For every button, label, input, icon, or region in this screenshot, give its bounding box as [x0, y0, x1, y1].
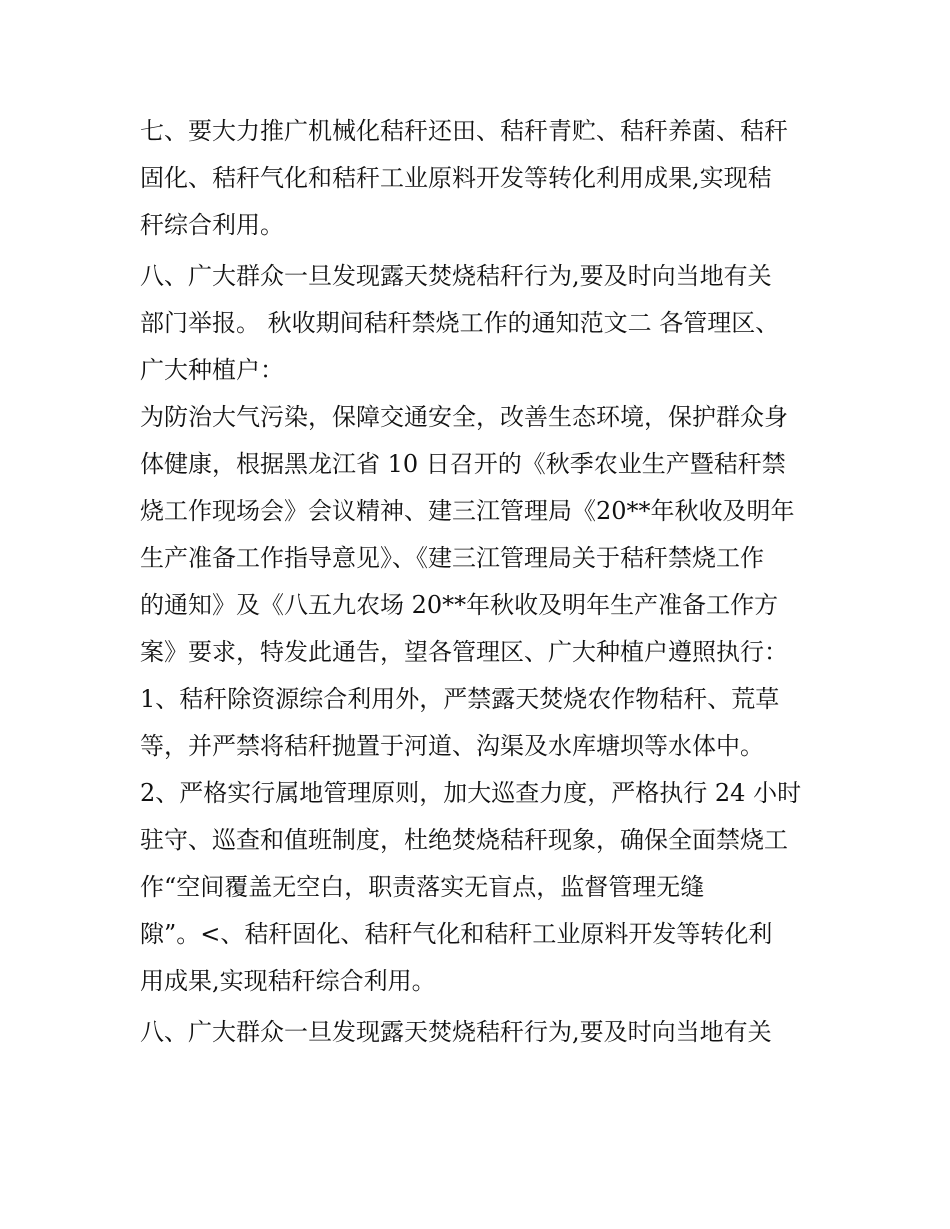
text-line: 2、严格实行属地管理原则，加大巡查力度，严格执行 24 小时 — [140, 779, 802, 807]
document-body — [140, 108, 820, 1056]
text-line: 案》要求，特发此通告，望各管理区、广大种植户遵照执行： — [140, 638, 788, 666]
text-line: 隙”。<、秸秆固化、秸秆气化和秸秆工业原料开发等转化利 — [140, 920, 773, 948]
text-line: 秆综合利用。 — [140, 211, 284, 239]
text-line: 固化、秸秆气化和秸秆工业原料开发等转化利用成果,实现秸 — [140, 164, 772, 192]
text-line: 作“空间覆盖无空白，职责落实无盲点，监督管理无缝 — [140, 873, 705, 901]
text-line: 驻守、巡查和值班制度，杜绝焚烧秸秆现象，确保全面禁烧工 — [140, 826, 788, 854]
text-line: 生产准备工作指导意见》、《建三江管理局关于秸秆禁烧工作 — [140, 544, 764, 572]
text-line: 广大种植户： — [140, 356, 284, 384]
text-line: 1、秸秆除资源综合利用外，严禁露天焚烧农作物秸秆、荒草 — [140, 685, 780, 713]
text-line: 用成果,实现秸秆综合利用。 — [140, 967, 436, 995]
text-line: 为防治大气污染，保障交通安全，改善生态环境，保护群众身 — [140, 403, 788, 431]
text-line: 体健康，根据黑龙江省 10 日召开的《秋季农业生产暨秸秆禁 — [140, 450, 786, 478]
text-line: 部门举报。 秋收期间秸秆禁烧工作的通知范文二 各管理区、 — [140, 309, 780, 337]
text-line: 八、广大群众一旦发现露天焚烧秸秆行为,要及时向当地有关 — [140, 1018, 772, 1046]
text-line: 烧工作现场会》会议精神、建三江管理局《20**年秋收及明年 — [140, 497, 795, 525]
text-line: 七、要大力推广机械化秸秆还田、秸秆青贮、秸秆养菌、秸秆 — [140, 117, 788, 145]
text-line: 八、广大群众一旦发现露天焚烧秸秆行为,要及时向当地有关 — [140, 262, 772, 290]
text-line: 的通知》及《八五九农场 20**年秋收及明年生产准备工作方 — [140, 591, 779, 619]
text-line: 等，并严禁将秸秆抛置于河道、沟渠及水库塘坝等水体中。 — [140, 732, 764, 760]
